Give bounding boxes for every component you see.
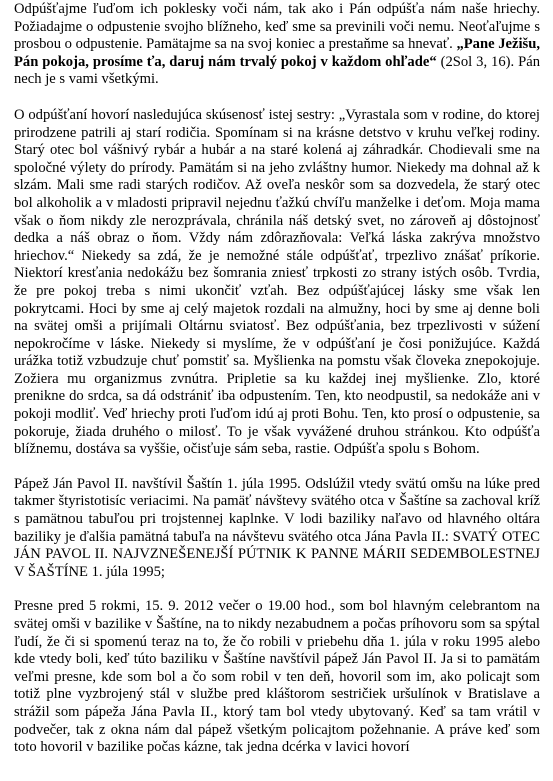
paragraph-anniversary-mass: Presne pred 5 rokmi, 15. 9. 2012 večer o 19.00 hod., som bol hlavným celebrantom na svätej omši v bazilike v Šaštíne, na to nikdy nezabudnem a počas príhovoru som sa spýtal ľudí, že či si spomenú teraz na to, že čo robili v priebehu dňa 1. júla v roku 1995 alebo kde vtedy boli, keď túto baziliku v Šaštíne navštívil pápež Ján Pavol II. Ja si to pamätám veľmi presne, kde som bol a čo som robil v ten deň, hovoril som im, ako policajt som totiž plne vyzbrojený stál v službe pred kláštorom sestričiek uršulínok v Bratislave a strážil som pápeža Jána Pavla II., ktorý tam bol vtedy ubytovaný. Keď sa tam vrátil v podvečer, tak z okna nám dal pápež všetkým policajtom požehnanie. A práve keď som toto hovoril v bazilike počas kázne, tak jedna dcérka v lavici hovorí (14, 598, 540, 756)
scripture-reference: (2Sol 3, 16). Pán nech je s vami všetkými. (14, 53, 540, 88)
paragraph-forgiveness-exhortation (14, 1, 540, 89)
prayer-quote: „Pane Ježišu, Pán pokoja, prosíme ťa, daruj nám trvalý pokoj v každom ohľade“ (14, 36, 540, 70)
paragraph-sister-testimony: O odpúšťaní hovorí nasledujúca skúsenosť istej sestry: „Vyrastala som v rodine, do ktorej prirodzene patrili aj starí rodičia. Spomínam si na krásne detstvo v kruhu veľkej rodiny. Starý otec bol vášnivý rybár a hubár a na staré kolená aj záhradkár. Chodievali sme na spoločné výlety do prírody. Pamätám si na jeho zvláštny humor. Niekedy ma dohnal až k slzám. Mali sme radi starých rodičov. Až oveľa neskôr som sa dozvedela, že starý otec bol alkoholik a v mladosti pripravil nejednu ťažkú chvíľu manželke i deťom. Moja mama však o ňom nikdy zle nerozprávala, chránila náš detský svet, no zároveň aj dôstojnosť dedka a náš obraz o ňom. Vždy nám zdôrazňovala: Veľká láska zakrýva množstvo hriechov.“ Niekedy sa zdá, že je nemožné stále odpúšťať, trpezlivo znášať príkorie. Niektorí kresťania nedokážu bez šomrania zniesť trpkosti zo strany istých osôb. Tvrdia, že pre pokoj treba s nimi ukončiť vzťah. Bez odpúšťajúcej lásky sme však len pokrytcami. Hoci by sme aj celý majetok rozdali na almužny, hoci by sme aj denne boli na svätej omši a prijímali Oltárnu sviatosť. Bez odpúšťania, bez trpezlivosti v súžení nepokročíme v láske. Niekedy si myslíme, že v odpúšťaní je čosi ponižujúce. Každá urážka totiž vzbudzuje chuť pomstiť sa. Myšlienka na pomstu však človeka znepokojuje. Zožiera mu organizmus zvnútra. Pripletie sa ku každej inej myšlienke. Zlo, ktoré prenikne do srdca, sa dá odstrániť iba odpustením. Ten, kto neodpustil, sa nedokáže ani v pokoji modliť. Veď hriechy proti ľuďom idú aj proti Bohu. Ten, kto prosí o odpustenie, sa pokoruje, žiada druhého o milosť. To je však vyvážené druhou stránkou. Kto odpúšťa blížnemu, dostáva sa vyššie, očisťuje sám seba, rastie. Odpúšťa spolu s Bohom. (14, 106, 540, 458)
paragraph-spacer (14, 459, 540, 476)
paragraph-spacer (14, 581, 540, 598)
paragraph-spacer (14, 89, 540, 107)
paragraph-papal-visit: Pápež Ján Pavol II. navštívil Šaštín 1. júla 1995. Odslúžil vtedy svätú omšu na lúke pred takmer štyristotisíc veriacimi. Na pamäť návštevy svätého otca v Šaštíne sa zachoval kríž s pamätnou tabuľou pri trojstennej kaplnke. V lodi baziliky naľavo od hlavného oltára baziliky je ďalšia pamätná tabuľa na návštevu svätého otca Jána Pavla II.: SVATÝ OTEC JÁN PAVOL II. NAJVZNEŠENEJŠÍ PÚTNIK K PANNE MÁRII SEDEMBOLESTNEJ V ŠAŠTÍNE 1. júla 1995; (14, 475, 540, 580)
exhortation-text: Odpúšťajme ľuďom ich poklesky voči nám, tak ako i Pán odpúšťa nám naše hriechy. Požiadajme o odpustenie svojho blížneho, keď sme sa previnili voči nemu. Neoťaľujme s prosbou o odpustenie. Pamätajme sa na svoj koniec a prestaňme sa hnevať. (14, 1, 540, 53)
